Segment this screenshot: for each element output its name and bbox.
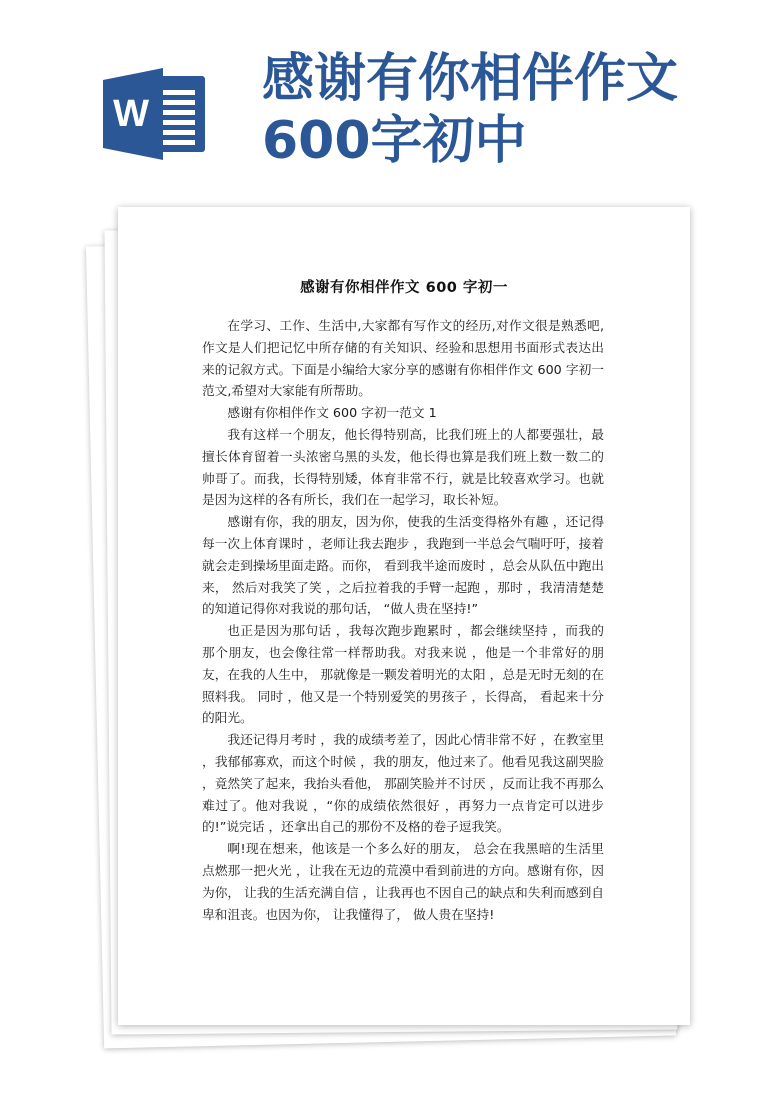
paragraph: 啊!现在想来，他该是一个多么好的朋友， 总会在我黑暗的生活里点燃那一把火光 ，让我在无边的荒漠中看到前进的方向。感谢有你，因为你， 让我的生活充满自信 ，让我再也不因自己的缺点和失利而感到自卑和沮丧。也因为你， 让我懂得了， 做人贵在坚持! bbox=[202, 841, 604, 922]
page-title bbox=[262, 48, 772, 172]
word-document-icon bbox=[103, 66, 211, 162]
word-icon-graphic bbox=[103, 66, 211, 162]
document-title: 感谢有你相伴作文 600 字初一 bbox=[300, 280, 508, 296]
page-title-line-2: 600字初中 bbox=[262, 111, 527, 171]
paragraph: 我还记得月考时 ，我的成绩考差了，因此心情非常不好 ，在教室里 ，我郁郁寡欢，而这个时候 ，我的朋友，他过来了。他看见我这副哭脸 ，竟然笑了起来，我抬头看他， 那副笑脸并不讨厌 ，反而让我不再那么难过了。他对我说 ，“你的成绩依然很好 ，再努力一点肯定可以进步的!”说完话 ，还拿出自己的那份不及格的卷子逗我笑。 bbox=[202, 732, 604, 835]
paragraph: 我有这样一个朋友，他长得特别高，比我们班上的人都要强壮，最擅长体育留着一头浓密乌黑的头发，他长得也算是我们班上数一数二的帅哥了。而我，长得特别矮，体育非常不行，就是比较喜欢学习。也就是因为这样的各有所长，我们在一起学习，取长补短。 bbox=[202, 426, 604, 508]
document-page bbox=[118, 207, 690, 1025]
paragraph-subheading: 感谢有你相伴作文 600 字初一范文 1 bbox=[227, 405, 437, 421]
paragraph: 在学习、工作、生活中,大家都有写作文的经历,对作文很是熟悉吧,作文是人们把记忆中所存储的有关知识、经验和思想用书面形式表达出来的记叙方式。下面是小编给大家分享的感谢有你相伴作文 600 字初一范文,希望对大家能有所帮助。 bbox=[202, 318, 604, 399]
paragraph: 感谢有你，我的朋友，因为你，使我的生活变得格外有趣 ，还记得每一次上体育课时 ，老师让我去跑步 ，我跑到一半总会气喘吁吁，接着就会走到操场里面走路。而你， 看到我半途而废时 ，总会从队伍中跑出来， 然后对我笑了笑 ，之后拉着我的手臂一起跑 ，那时 ，我清清楚楚的知道记得你对我说的那句话， “做人贵在坚持!” bbox=[202, 514, 604, 617]
page-header bbox=[0, 0, 780, 200]
page-title-line-1: 感谢有你相伴作文 bbox=[262, 49, 679, 109]
document-body bbox=[202, 315, 604, 925]
word-icon-letter: W bbox=[113, 93, 149, 135]
paragraph: 也正是因为那句话 ，我每次跑步跑累时 ，都会继续坚持 ，而我的那个朋友，也会像往常一样帮助我。对我来说 ，他是一个非常好的朋友，在我的人生中， 那就像是一颗发着明光的太阳 ，总是无时无刻的在照料我。 同时 ，他又是一个特别爱笑的男孩子 ，长得高， 看起来十分的阳光。 bbox=[202, 623, 604, 726]
